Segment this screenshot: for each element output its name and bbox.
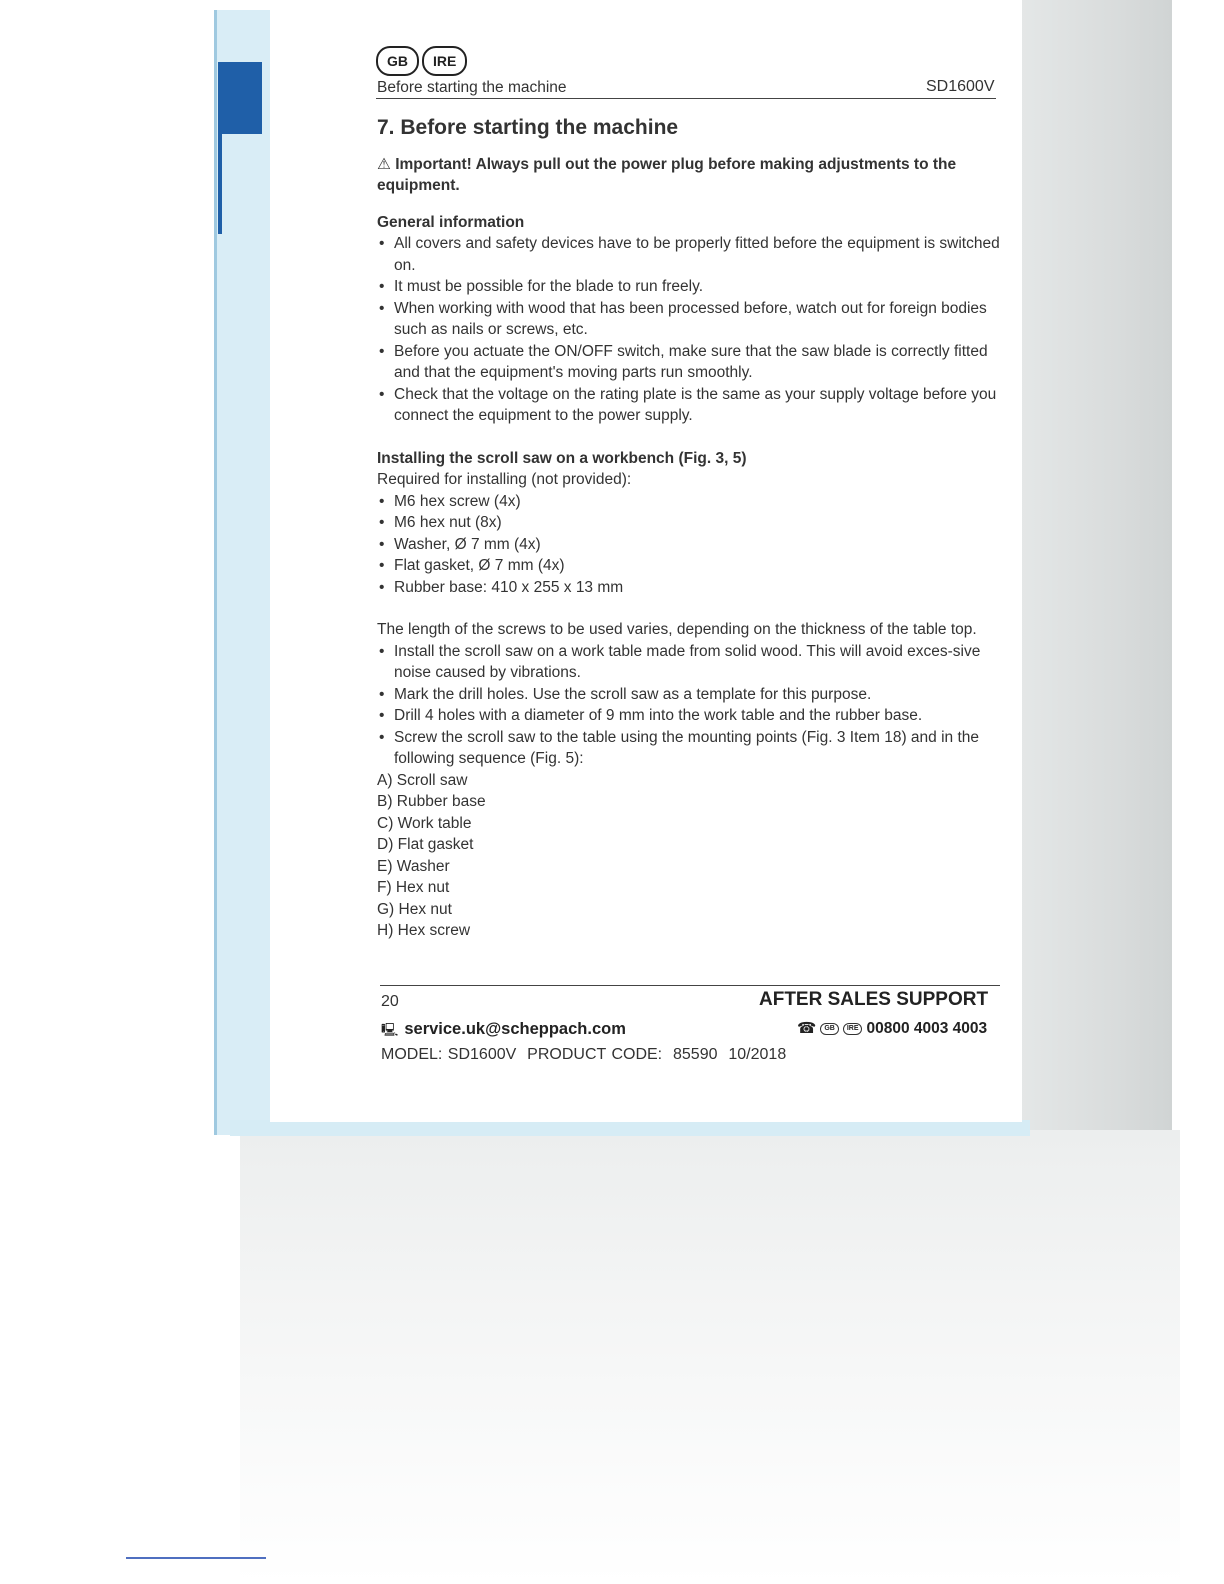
sequence-item: A) Scroll saw: [377, 771, 468, 789]
footer-model-line: MODEL: SD1600V PRODUCT CODE: 85590 10/2018: [381, 1046, 787, 1063]
list-item: • M6 hex screw (4x): [377, 491, 1002, 513]
running-title: Before starting the machine: [377, 79, 567, 96]
support-phone-number[interactable]: 00800 4003 4003: [866, 1019, 988, 1037]
footer-rule: [380, 985, 1000, 986]
phone-badge-ire: IRE: [843, 1023, 863, 1035]
badge-ire: IRE: [422, 46, 467, 76]
list-item: • All covers and safety devices have to be properly fitted before the equipment is switched on.: [377, 233, 1002, 276]
sequence-list: [377, 770, 1002, 942]
sequence-item: E) Washer: [377, 857, 450, 875]
telephone-icon: ☎: [797, 1020, 817, 1037]
list-item: • Screw the scroll saw to the table using the mounting points (Fig. 3 Item 18) and in the following sequence (Fig. 5):: [377, 727, 1002, 770]
cover-blue-line: [218, 134, 222, 234]
sequence-item: D) Flat gasket: [377, 836, 474, 853]
list-item: • Rubber base: 410 x 255 x 13 mm: [377, 577, 1002, 599]
screws-note: The length of the screws to be used varies, depending on the thickness of the table top.: [377, 621, 977, 638]
list-item: • When working with wood that has been processed before, watch out for foreign bodies such as nails or screws, etc.: [377, 298, 1002, 341]
support-phone: [797, 1019, 987, 1038]
warning-notice: [377, 154, 1002, 197]
required-intro: Required for installing (not provided):: [377, 471, 632, 488]
sequence-item: F) Hex nut: [377, 879, 450, 896]
cover-blue-tab: [218, 62, 262, 134]
page-number: 20: [381, 993, 399, 1010]
scan-lower-shadow: [240, 1130, 1180, 1584]
manual-cover-edge: [214, 10, 273, 1135]
list-item: • Before you actuate the ON/OFF switch, make sure that the saw blade is correctly fitted and that the equipment's moving parts run smoothly.: [377, 341, 1002, 384]
badge-gb: GB: [376, 46, 419, 76]
sequence-item: H) Hex screw: [377, 922, 471, 939]
sequence-item: G) Hex nut: [377, 900, 452, 918]
language-badges: [376, 46, 467, 76]
scan-stray-line: [126, 1557, 266, 1559]
header-rule: [376, 98, 996, 99]
list-item: • Check that the voltage on the rating plate is the same as your supply voltage before you connect the equipment to the power supply.: [377, 384, 1002, 427]
list-item: • Washer, Ø 7 mm (4x): [377, 534, 1002, 556]
list-item: • Drill 4 holes with a diameter of 9 mm into the work table and the rubber base.: [377, 705, 1002, 727]
page-content: [377, 117, 1002, 942]
section-title: 7. Before starting the machine: [377, 116, 679, 139]
install-steps-list: [377, 641, 1002, 770]
computer-icon: 🖳: [381, 1022, 399, 1037]
sequence-item: B) Rubber base: [377, 793, 486, 810]
list-item: • Flat gasket, Ø 7 mm (4x): [377, 555, 1002, 577]
install-heading: Installing the scroll saw on a workbench (Fig. 3, 5): [377, 449, 747, 467]
list-item: • It must be possible for the blade to run freely.: [377, 276, 1002, 298]
list-item: • Install the scroll saw on a work table made from solid wood. This will avoid exces-sive noise caused by vibrations.: [377, 641, 1002, 684]
manual-cover-bottom-edge: [230, 1120, 1030, 1136]
header-model: SD1600V: [926, 78, 995, 95]
warning-triangle-icon: ⚠: [377, 155, 396, 173]
list-item: • Mark the drill holes. Use the scroll saw as a template for this purpose.: [377, 684, 1002, 706]
after-sales-title: AFTER SALES SUPPORT: [759, 989, 989, 1010]
list-item: • M6 hex nut (8x): [377, 512, 1002, 534]
support-email: [381, 1020, 626, 1043]
warning-text: Important! Always pull out the power plug before making adjustments to the equipment.: [377, 155, 957, 194]
phone-badge-gb: GB: [820, 1023, 839, 1035]
general-info-list: [377, 233, 1002, 427]
general-info-heading: General information: [377, 213, 525, 231]
support-email-text[interactable]: service.uk@scheppach.com: [404, 1020, 626, 1038]
sequence-item: C) Work table: [377, 814, 472, 832]
required-parts-list: [377, 491, 1002, 599]
